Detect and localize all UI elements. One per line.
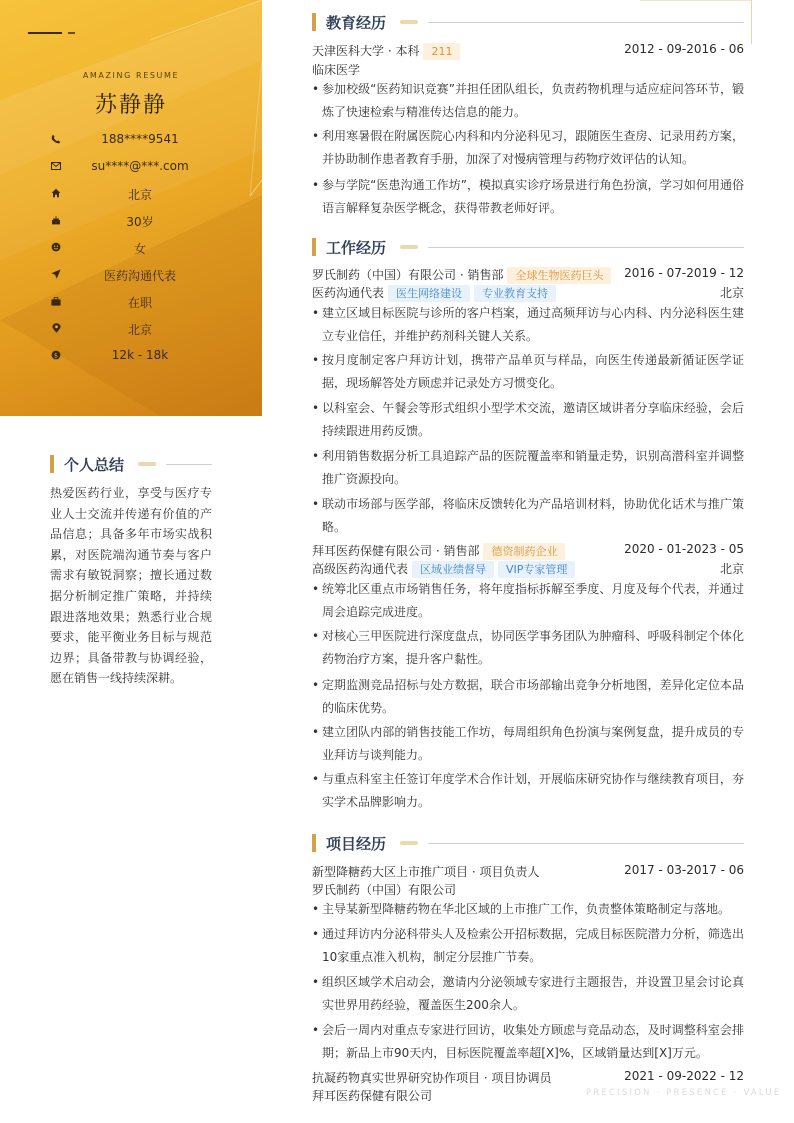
job-date: 2020 - 01-2023 - 05 — [624, 542, 744, 556]
list-item — [312, 625, 744, 671]
job-role: 高级医药沟通代表 — [312, 562, 409, 576]
currency-icon — [50, 349, 62, 361]
list-item — [312, 445, 744, 491]
bullet-text: 组织区域学术启动会，邀请内分泌领域专家进行主题报告，并设置卫星会讨论真实世界用药经验，覆盖医生200余人。 — [322, 975, 744, 1012]
list-item — [312, 923, 744, 969]
list-item — [312, 721, 744, 767]
education-date: 2012 - 09-2016 - 06 — [624, 42, 744, 56]
bullet-dot: • — [312, 353, 320, 367]
info-row-email — [0, 156, 262, 183]
job-status: 在职 — [127, 296, 152, 310]
bullet-dot: • — [312, 129, 320, 143]
company-name: 拜耳医药保健有限公司 · 销售部 — [312, 544, 480, 558]
age: 30岁 — [126, 215, 154, 229]
heading-rule — [428, 843, 744, 844]
bullet-dot: • — [312, 772, 320, 786]
project-org: 罗氏制药（中国）有限公司 — [312, 883, 457, 897]
job-role-line — [312, 560, 744, 578]
heading-pill — [138, 462, 156, 466]
bullet-text: 统筹北区重点市场销售任务，将年度指标拆解至季度、月度及每个代表，并通过周会追踪完成进度。 — [322, 582, 744, 619]
job-city: 北京 — [719, 286, 744, 300]
hometown: 北京 — [127, 188, 152, 202]
job-role: 医药沟通代表 — [312, 286, 385, 300]
info-row-salary — [0, 345, 262, 372]
bullet-dot: • — [312, 678, 320, 692]
info-row-position — [0, 264, 262, 291]
bullet-text: 对核心三甲医院进行深度盘点，协同医学事务团队为肿瘤科、呼吸科制定个体化药物治疗方案，提升客户黏性。 — [322, 629, 744, 666]
mail-icon — [50, 160, 62, 172]
bullet-dot: • — [312, 975, 320, 989]
heading-accent-bar — [312, 13, 316, 31]
heading-rule — [428, 22, 744, 23]
school-tag: 211 — [423, 43, 460, 60]
heading-accent-bar — [312, 238, 316, 256]
role-tag: 专业教育支持 — [474, 285, 556, 302]
phone-number: 188****9541 — [101, 132, 179, 146]
bullet-text: 利用销售数据分析工具追踪产品的医院覆盖率和销量走势，识别高潜科室并调整推广资源投向。 — [322, 449, 744, 486]
bullet-text: 按月度制定客户拜访计划，携带产品单页与样品，向医生传递最新循证医学证据，现场解答处方顾虑并记录处方习惯变化。 — [322, 353, 744, 390]
contact-info-list — [0, 129, 262, 372]
list-item — [312, 493, 744, 539]
cake-icon — [50, 214, 62, 226]
bullet-dot: • — [312, 401, 320, 415]
summary-section-heading — [50, 454, 212, 474]
bullet-dot: • — [312, 306, 320, 320]
project-entry-header — [312, 1069, 744, 1087]
list-item — [312, 349, 744, 395]
major: 临床医学 — [312, 63, 361, 77]
user-icon — [50, 241, 62, 253]
role-tag: 区域业绩督导 — [412, 561, 494, 578]
bullet-text: 以科室会、午餐会等形式组织小型学术交流，邀请区域讲者分享临床经验，会后持续跟进用药反馈。 — [322, 401, 744, 438]
project-date: 2017 - 03-2017 - 06 — [624, 863, 744, 877]
bullet-text: 联动市场部与医学部，将临床反馈转化为产品培训材料，协助优化话术与推广策略。 — [322, 497, 744, 534]
heading-pill — [400, 245, 418, 249]
education-entry-header — [312, 42, 744, 60]
list-item — [312, 768, 744, 814]
bullet-dot: • — [312, 82, 320, 96]
heading-rule — [166, 464, 212, 465]
decorative-dash — [28, 32, 62, 34]
profile-panel — [0, 0, 262, 416]
job-date: 2016 - 07-2019 - 12 — [624, 266, 744, 280]
home-icon — [50, 187, 62, 199]
education-title: 教育经历 — [326, 14, 387, 32]
list-item — [312, 397, 744, 443]
resume-tagline: AMAZING RESUME — [82, 71, 180, 80]
bullet-dot: • — [312, 725, 320, 739]
svg-text:$: $ — [53, 351, 59, 360]
company-name: 罗氏制药（中国）有限公司 · 销售部 — [312, 268, 504, 282]
info-row-phone — [0, 129, 262, 156]
bullet-dot: • — [312, 927, 320, 941]
list-item — [312, 302, 744, 348]
heading-pill — [400, 20, 418, 24]
bullet-dot: • — [312, 582, 320, 596]
bullet-text: 利用寒暑假在附属医院心内科和内分泌科见习，跟随医生查房、记录用药方案，并协助制作患者教育手册，加深了对慢病管理与药物疗效评估的认知。 — [322, 129, 744, 166]
list-item — [312, 674, 744, 720]
list-item — [312, 1019, 744, 1065]
bullet-dot: • — [312, 1023, 320, 1037]
projects-section-heading — [312, 833, 744, 853]
heading-accent-bar — [50, 455, 54, 473]
list-item — [312, 174, 744, 220]
company-tag: 全球生物医药巨头 — [507, 267, 611, 284]
decorative-corner-line — [640, 0, 752, 1]
heading-accent-bar — [312, 834, 316, 852]
list-item — [312, 971, 744, 1017]
info-row-gender — [0, 237, 262, 264]
footer-watermark: PRECISION · PRESENCE · VALUE — [586, 1088, 782, 1098]
list-item — [312, 578, 744, 624]
summary-title: 个人总结 — [64, 456, 125, 474]
decorative-corner-line — [751, 0, 752, 44]
target-position: 医药沟通代表 — [103, 269, 176, 283]
project-entry-header — [312, 863, 744, 881]
job-entry-header — [312, 266, 744, 284]
info-row-status — [0, 291, 262, 318]
school-name: 天津医科大学 · 本科 — [312, 44, 420, 58]
work-title: 工作经历 — [326, 239, 387, 257]
decorative-dash — [68, 32, 75, 34]
bullet-dot: • — [312, 902, 320, 916]
bullet-dot: • — [312, 629, 320, 643]
education-section-heading — [312, 12, 744, 32]
job-city: 北京 — [719, 562, 744, 576]
project-org-line — [312, 881, 744, 899]
location-pin-icon — [50, 322, 62, 334]
phone-icon — [50, 133, 62, 145]
heading-rule — [428, 247, 744, 248]
project-name: 新型降糖药大区上市推广项目 · 项目负责人 — [312, 865, 540, 879]
work-section-heading — [312, 237, 744, 257]
briefcase-icon — [50, 295, 62, 307]
info-row-age — [0, 210, 262, 237]
email-address: su****@***.com — [91, 159, 189, 173]
project-date: 2021 - 09-2022 - 12 — [624, 1069, 744, 1083]
heading-pill — [400, 841, 418, 845]
projects-title: 项目经历 — [326, 835, 387, 853]
company-tag: 德资制药企业 — [483, 543, 565, 560]
bullet-dot: • — [312, 497, 320, 511]
bullet-text: 与重点科室主任签订年度学术合作计划，开展临床研究协作与继续教育项目，夯实学术品牌影响力。 — [322, 772, 744, 809]
gender: 女 — [133, 242, 146, 256]
role-tag: VIP专家管理 — [498, 561, 575, 578]
project-org: 拜耳医药保健有限公司 — [312, 1089, 433, 1103]
list-item — [312, 78, 744, 124]
bullet-dot: • — [312, 449, 320, 463]
job-entry-header — [312, 542, 744, 560]
info-row-hometown — [0, 183, 262, 210]
bullet-dot: • — [312, 178, 320, 192]
bullet-text: 会后一周内对重点专家进行回访，收集处方顾虑与竞品动态，及时调整科室会排期；新品上市90天内，目标医院覆盖率超[X]%，区域销量达到[X]万元。 — [322, 1023, 744, 1060]
job-role-line — [312, 284, 744, 302]
bullet-text: 建立区域目标医院与诊所的客户档案，通过高频拜访与心内科、内分泌科医生建立专业信任，并维护药剂科关键人关系。 — [322, 306, 744, 343]
send-icon — [50, 268, 62, 280]
summary-text: 热爱医药行业，享受与医疗专业人士交流并传递有价值的产品信息；具备多年市场实战积累，对医院端沟通节奏与客户需求有敏锐洞察；擅长通过数据分析制定推广策略，并持续跟进落地效果；熟悉行业合规要求，能平衡业务目标与规范边界；具备带教与协调经验，愿在销售一线持续深耕。 — [50, 486, 212, 686]
bullet-text: 定期监测竞品招标与处方数据，联合市场部输出竞争分析地图，差异化定位本品的临床优势。 — [322, 678, 744, 715]
role-tag: 医生网络建设 — [388, 285, 470, 302]
bullet-text: 参与学院“医患沟通工作坊”，模拟真实诊疗场景进行角色扮演，学习如何用通俗语言解释复杂医学概念，获得带教老师好评。 — [322, 178, 744, 215]
education-major-line — [312, 61, 744, 79]
project-name: 抗凝药物真实世界研究协作项目 · 项目协调员 — [312, 1071, 552, 1085]
bullet-text: 参加校级“医药知识竞赛”并担任团队组长，负责药物机理与适应症问答环节，锻炼了快速检索与精准传达信息的能力。 — [322, 82, 744, 119]
list-item — [312, 125, 744, 171]
expected-salary: 12k - 18k — [111, 348, 169, 362]
candidate-name: 苏静静 — [94, 93, 167, 118]
info-row-location — [0, 318, 262, 345]
list-item — [312, 898, 744, 921]
bullet-text: 通过拜访内分泌科带头人及检索公开招标数据，完成目标医院潜力分析，筛选出10家重点准入机构，制定分层推广节奏。 — [322, 927, 744, 964]
expected-city: 北京 — [127, 323, 152, 337]
bullet-text: 建立团队内部的销售技能工作坊，每周组织角色扮演与案例复盘，提升成员的专业拜访与谈判能力。 — [322, 725, 744, 762]
bullet-text: 主导某新型降糖药物在华北区域的上市推广工作，负责整体策略制定与落地。 — [322, 902, 731, 916]
